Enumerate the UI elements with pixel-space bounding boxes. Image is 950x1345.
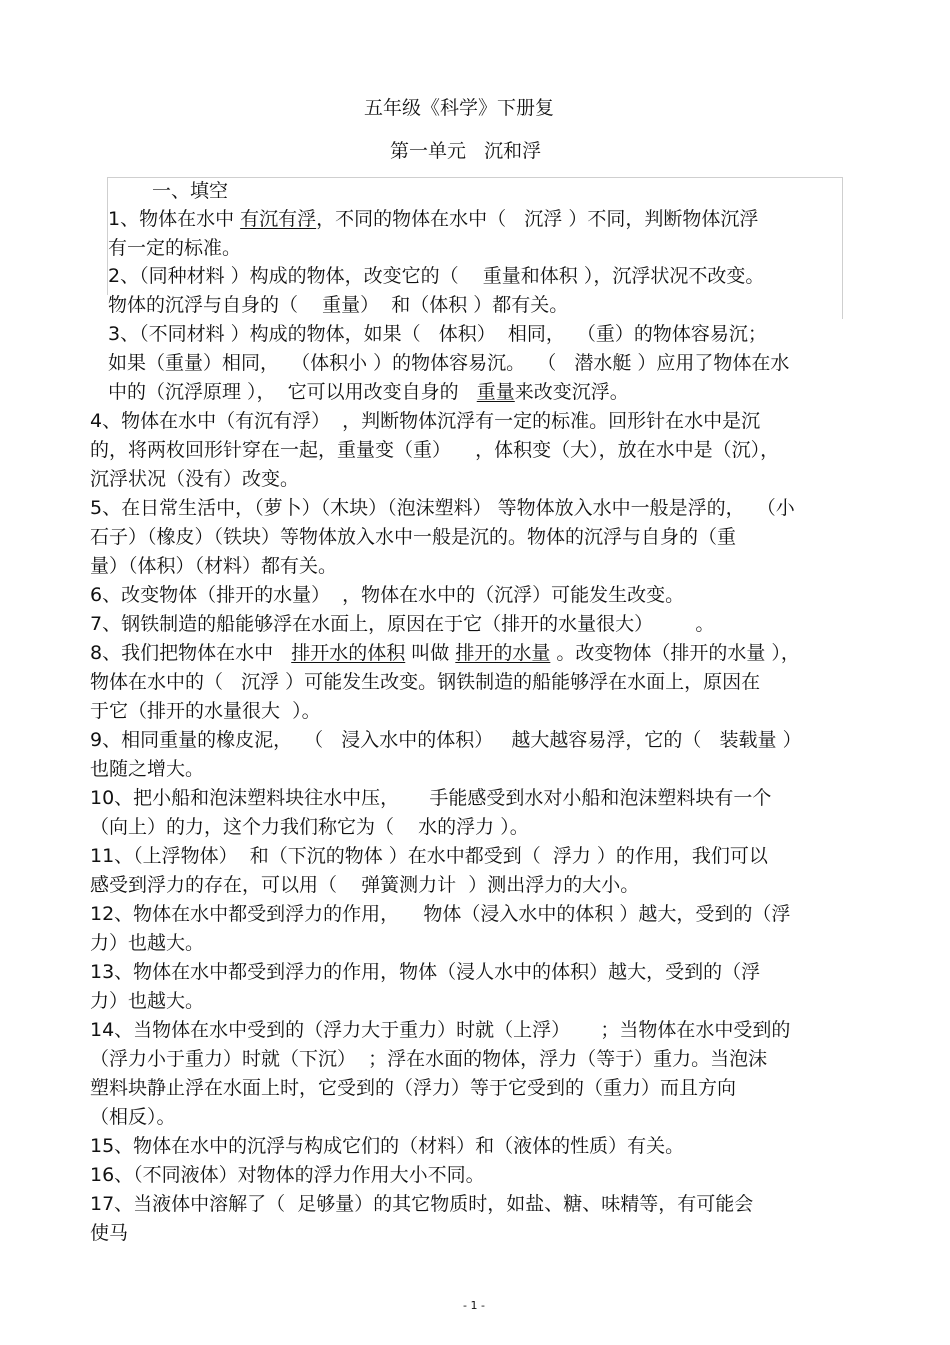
- text-line: 力）也越大。: [90, 990, 205, 1012]
- text-segment: ，不同的物体在水中（ 沉浮 ）不同，判断物体沉浮: [316, 208, 759, 230]
- text-segment: 来改变沉浮。: [514, 381, 629, 403]
- text-line: 11、（上浮物体） 和（下沉的物体 ）在水中都受到（ 浮力 ）的作用，我们可以: [90, 845, 768, 867]
- text-line: （浮力小于重力）时就（下沉） ；浮在水面的物体，浮力（等于）重力。当泡沫: [90, 1048, 768, 1070]
- text-line: 10、把小船和泡沫塑料块往水中压， 手能感受到水对小船和泡沫塑料块有一个: [90, 787, 772, 809]
- text-line: 14、当物体在水中受到的（浮力大于重力）时就（上浮） ；当物体在水中受到的: [90, 1019, 791, 1041]
- text-line: 17、当液体中溶解了（ 足够量）的其它物质时，如盐、糖、味精等，有可能会: [90, 1193, 754, 1215]
- text-line: 使马: [90, 1222, 129, 1244]
- underlined-answer: 排开的水量: [455, 642, 551, 664]
- text-segment: 叫做: [405, 642, 456, 664]
- text-line: 7、钢铁制造的船能够浮在水面上，原因在于它（排开的水量很大） 。: [90, 613, 715, 635]
- text-line: 如果（重量）相同， （体积小 ）的物体容易沉。 （ 潜水艇 ）应用了物体在水: [108, 352, 790, 374]
- text-line: （向上）的力，这个力我们称它为（ 水的浮力 ）。: [90, 816, 529, 838]
- text-line: 2、（同种材料 ）构成的物体，改变它的（ 重量和体积 ），沉浮状况不改变。: [108, 265, 765, 287]
- underlined-answer: 重量: [476, 381, 515, 403]
- text-line: 9、相同重量的橡皮泥， （ 浸入水中的体积） 越大越容易浮，它的（ 装载量 ）: [90, 729, 802, 751]
- text-line: [108, 380, 629, 404]
- text-line: [90, 641, 800, 665]
- text-line: 13、物体在水中都受到浮力的作用，物体（浸人水中的体积）越大，受到的（浮: [90, 961, 761, 983]
- text-line: 物体的沉浮与自身的（ 重量） 和（体积 ）都有关。: [108, 294, 569, 316]
- text-line: 量）（体积）（材料）都有关。: [90, 555, 338, 577]
- text-line: 3、（不同材料 ）构成的物体，如果（ 体积） 相同， （重）的物体容易沉；: [108, 323, 767, 345]
- text-segment: 中的（沉浮原理 ）， 它可以用改变自身的: [108, 381, 477, 403]
- text-line: 力）也越大。: [90, 932, 205, 954]
- text-line: 沉浮状况（没有）改变。: [90, 468, 300, 490]
- text-line: 16、（不同液体）对物体的浮力作用大小不同。: [90, 1164, 485, 1186]
- text-line: 5、在日常生活中，（萝卜）（木块）（泡沫塑料） 等物体放入水中一般是浮的， （小: [90, 497, 795, 519]
- text-line: 15、物体在水中的沉浮与构成它们的（材料）和（液体的性质）有关。: [90, 1135, 685, 1157]
- text-line: 12、物体在水中都受到浮力的作用， 物体（浸入水中的体积 ）越大，受到的（浮: [90, 903, 791, 925]
- text-segment: 1、物体在水中: [108, 208, 241, 230]
- text-line: 4、物体在水中（有沉有浮） ，判断物体沉浮有一定的标准。回形针在水中是沉: [90, 410, 761, 432]
- page-title: 五年级《科学》下册复: [364, 97, 555, 119]
- underlined-answer: 有沉有浮: [240, 208, 317, 230]
- text-line: 感受到浮力的存在，可以用（ 弹簧测力计 ）测出浮力的大小。: [90, 874, 640, 896]
- text-line: [108, 207, 758, 231]
- text-segment: 8、我们把物体在水中: [90, 642, 292, 664]
- text-line: 石子）（橡皮）（铁块）等物体放入水中一般是沉的。物体的沉浮与自身的（重: [90, 526, 737, 548]
- text-line: 物体在水中的（ 沉浮 ）可能发生改变。钢铁制造的船能够浮在水面上，原因在: [90, 671, 761, 693]
- box-right-border: [842, 177, 843, 319]
- box-top-border: [107, 177, 843, 178]
- text-line: 有一定的标准。: [108, 237, 242, 259]
- text-line: 也随之增大。: [90, 758, 205, 780]
- unit-heading: 第一单元 沉和浮: [390, 140, 542, 162]
- text-line: 塑料块静止浮在水面上时，它受到的（浮力）等于它受到的（重力）而且方向: [90, 1077, 737, 1099]
- text-line: （相反）。: [90, 1106, 176, 1128]
- text-segment: 。改变物体（排开的水量 ），: [550, 642, 800, 664]
- section-heading: 一、填空: [152, 180, 229, 202]
- page-number: - 1 -: [463, 1299, 485, 1312]
- text-line: 于它（排开的水量很大 ）。: [90, 700, 321, 722]
- text-line: 6、改变物体（排开的水量） ，物体在水中的（沉浮）可能发生改变。: [90, 584, 685, 606]
- text-line: 的，将两枚回形针穿在一起，重量变（重） ，体积变（大），放在水中是（沉），: [90, 439, 780, 461]
- underlined-answer: 排开水的体积: [291, 642, 406, 664]
